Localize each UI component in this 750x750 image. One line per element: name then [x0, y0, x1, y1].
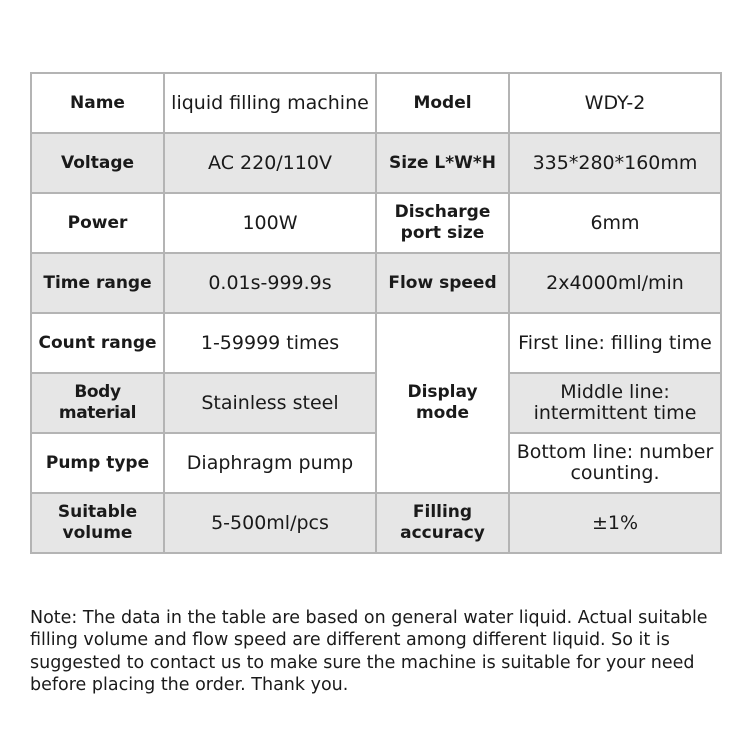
row-value: 1-59999 times: [164, 313, 376, 373]
row-value: 5-500ml/pcs: [164, 493, 376, 553]
note-text: Note: The data in the table are based on general water liquid. Actual suitable filling volume and flow speed are different among different liquid. So it is suggested to contact us to make sure the machine is suitable for your need before placing the order. Thank you.: [30, 608, 708, 695]
row-label: Pump type: [31, 433, 164, 493]
row-label: Count range: [31, 313, 164, 373]
table-row: [31, 253, 721, 313]
table-row: [31, 193, 721, 253]
row-value: WDY-2: [509, 73, 721, 133]
table-row: [31, 73, 721, 133]
row-value: Stainless steel: [164, 373, 376, 433]
row-value: 100W: [164, 193, 376, 253]
row-label: Size L*W*H: [376, 133, 509, 193]
row-value: 6mm: [509, 193, 721, 253]
row-label: Power: [31, 193, 164, 253]
row-label: Name: [31, 73, 164, 133]
display-line-bottom: Bottom line: number counting.: [509, 433, 721, 493]
row-label: Suitable volume: [31, 493, 164, 553]
row-value: 0.01s-999.9s: [164, 253, 376, 313]
row-value: 2x4000ml/min: [509, 253, 721, 313]
display-mode-label: Display mode: [376, 313, 509, 493]
row-label: Filling accuracy: [376, 493, 509, 553]
row-value: Diaphragm pump: [164, 433, 376, 493]
row-label: Body material: [31, 373, 164, 433]
row-value: ±1%: [509, 493, 721, 553]
spec-table: [30, 72, 722, 554]
table-row: [31, 493, 721, 553]
row-value: 335*280*160mm: [509, 133, 721, 193]
row-value: AC 220/110V: [164, 133, 376, 193]
row-value: liquid filling machine: [164, 73, 376, 133]
display-line-middle: Middle line: intermittent time: [509, 373, 721, 433]
table-row: [31, 313, 721, 373]
table-row: [31, 133, 721, 193]
row-label: Time range: [31, 253, 164, 313]
row-label: Flow speed: [376, 253, 509, 313]
row-label: Voltage: [31, 133, 164, 193]
row-label: Model: [376, 73, 509, 133]
row-label: Discharge port size: [376, 193, 509, 253]
display-line-first: First line: filling time: [509, 313, 721, 373]
